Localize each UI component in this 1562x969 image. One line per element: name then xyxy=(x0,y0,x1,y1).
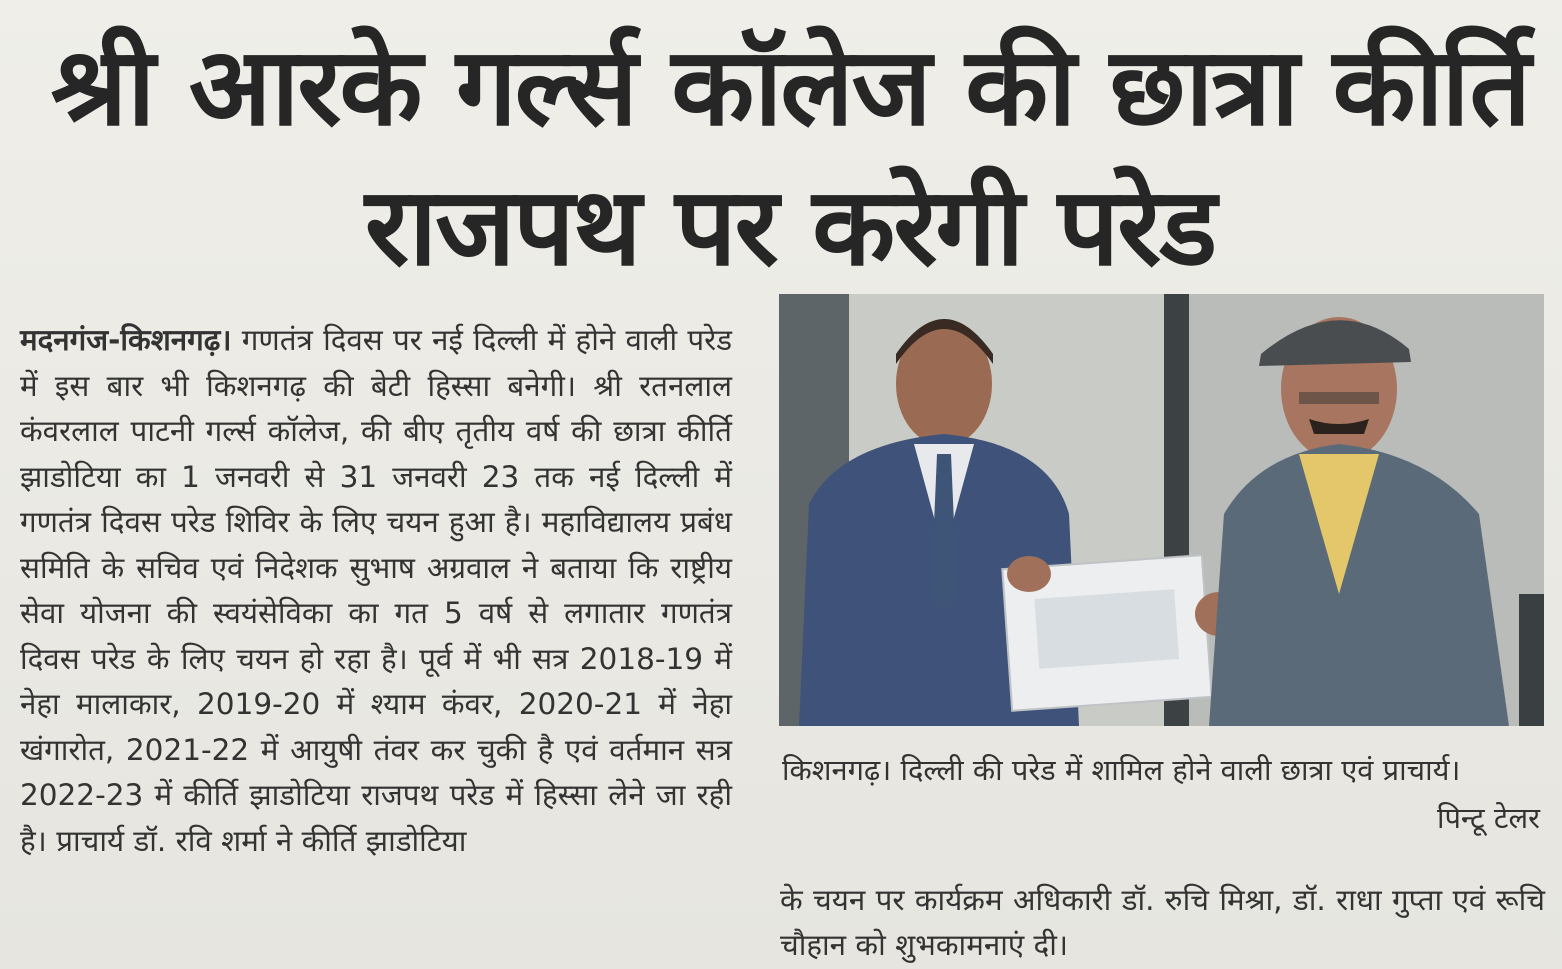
photo-caption: किशनगढ़। दिल्ली की परेड में शामिल होने वाली छात्रा एवं प्राचार्य। xyxy=(782,753,1461,787)
photo-credit: पिन्टू टेलर xyxy=(1436,801,1540,835)
article-headline: श्री आरके गर्ल्स कॉलेज की छात्रा कीर्ति राजपथ पर करेगी परेड xyxy=(50,25,1530,290)
photo-illustration xyxy=(779,294,1544,726)
dateline: मदनगंज-किशनगढ़। xyxy=(20,323,232,357)
article-photo xyxy=(779,294,1544,726)
article-body-text: गणतंत्र दिवस पर नई दिल्ली में होने वाली परेड में इस बार भी किशनगढ़ की बेटी हिस्सा बनेगी। श्री रतनलाल कंवरलाल पाटनी गर्ल्स कॉलेज, की बीए तृतीय वर्ष की छात्रा कीर्ति झाडोटिया का 1 जनवरी से 31 जनवरी 23 तक नई दिल्ली में गणतंत्र दिवस परेड शिविर के लिए चयन हुआ है। महाविद्यालय प्रबंध समिति के सचिव एवं निदेशक सुभाष अग्रवाल ने बताया कि राष्ट्रीय सेवा योजना की स्वयंसेविका का गत 5 वर्ष से लगातार गणतंत्र दिवस परेड के लिए चयन हो रहा है। पूर्व में भी सत्र 2018-19 में नेहा मालाकार, 2019-20 में श्याम कंवर, 2020-21 में नेहा खंगारोत, 2021-22 में आयुषी तंवर कर चुकी है एवं वर्तमान सत्र 2022-23 में कीर्ति झाडोटिया राजपथ परेड में हिस्सा लेने जा रही है। प्राचार्य डॉ. रवि शर्मा ने कीर्ति झाडोटिया xyxy=(20,323,732,858)
article-body xyxy=(20,318,732,864)
article-body-continued: के चयन पर कार्यक्रम अधिकारी डॉ. रुचि मिश्रा, डॉ. राधा गुप्ता एवं रूचि चौहान को शुभकामनाएं दी। xyxy=(780,883,1545,962)
